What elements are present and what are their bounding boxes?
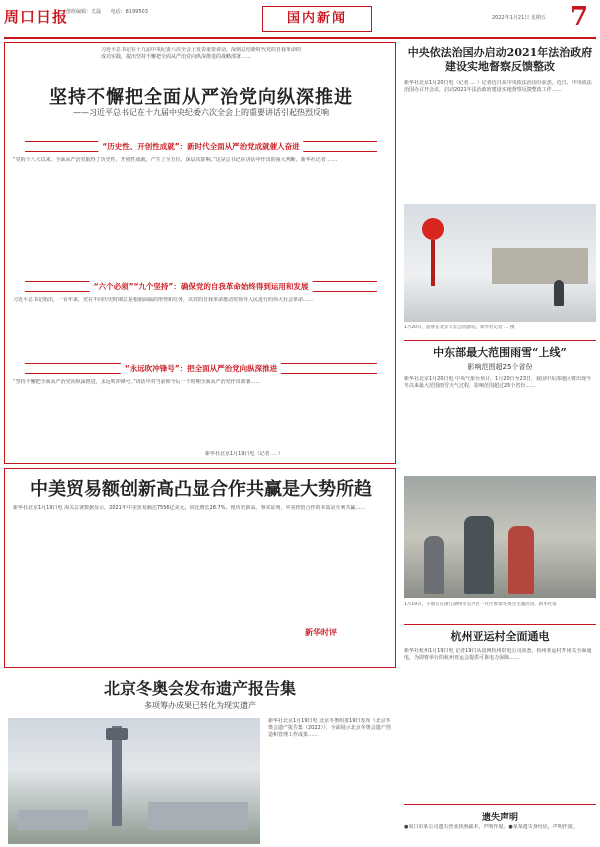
subhead-3: “永远吹冲锋号”：把全面从严治党向纵深推进 (121, 363, 281, 374)
lead-headline[interactable]: 坚持不懈把全面从严治党向纵深推进 (49, 87, 353, 108)
divider (404, 624, 596, 625)
olympics-body: 新华社北京1月19日电 北京冬奥组委19日发布《北京冬奥会遗产报告集（2022）》，全面展示北京冬奥会遗产创造和管理工作成果…… (268, 718, 391, 738)
children-photo (404, 476, 596, 598)
subhead-bar-1 (25, 141, 377, 152)
temple-photo (404, 204, 596, 322)
lost-notice-title: 遗失声明 (481, 813, 518, 823)
lead-body-a: “党的十八大以来，全面从严治党取得了历史性、开创性成就，产生了全方位、深层次影响。”这是总书记在讲话中作出的重大判断。新华社记者 …… (13, 157, 338, 163)
law-headline[interactable]: 中央依法治国办启动2021年法治政府建设实地督察反馈整改 (407, 46, 593, 73)
law-body: 新华社北京1月20日电（记者 … ）记者近日从中央依法治国办获悉，近日，中央依法治国办召开会议，启动2021年法治政府建设实地督察反馈整改工作…… (404, 80, 592, 93)
tower-top-shape (106, 728, 128, 740)
lead-deck: 习近平总书记在十九届中央纪委六次全会上发表重要讲话，深刻总结新时代党的自我革命的成功实践，提出坚持不懈把全面从严治党向纵深推进的战略部署…… (101, 47, 301, 60)
weather-headline[interactable]: 中东部最大范围雨雪“上线” (433, 346, 567, 359)
lead-body-b: 习近平总书记指出，一百年来，党在不同历史时期总是根据面临的形势和任务，以党的自我革命推动党领导人民进行的伟大社会革命…… (13, 297, 314, 303)
lead-article (4, 42, 396, 464)
issue-date: 2022年1月21日 星期五 (492, 15, 546, 21)
lantern-shape (422, 218, 444, 240)
trade-headline[interactable]: 中美贸易额创新高凸显合作共赢是大势所趋 (30, 479, 372, 500)
temple-caption: 1月20日，游客在北京天坛公园游玩。新华社记者 … 摄 (404, 325, 515, 330)
masthead-meta (66, 8, 156, 15)
right-column (404, 42, 596, 847)
lantern-post-shape (431, 240, 435, 286)
page-number: 7 (570, 2, 589, 32)
tower-shape (112, 726, 122, 826)
masthead (0, 0, 600, 40)
asian-games-body: 新华社杭州1月19日电 记者19日从国网杭州供电公司获悉，杭州亚运村开闭关全面通电，为即将举行的杭州亚运会提供可靠电力保障…… (404, 648, 592, 661)
building-shape (148, 802, 248, 830)
left-column (4, 42, 396, 847)
phone-label: 电话：8199503 (110, 9, 148, 15)
visitor-figure (554, 280, 564, 306)
child-figure (508, 526, 534, 594)
subhead-bar-3 (25, 363, 377, 374)
trade-article (4, 468, 396, 668)
subhead-bar-2 (25, 281, 377, 292)
weather-body: 新华社北京1月20日电 中央气象台预计，1月20日至23日，我国中东部地区将出现今冬以来最大范围雨雪天气过程，影响范围超过25个省份…… (404, 376, 592, 389)
adult-figure (424, 536, 444, 594)
section-title: 国内新闻 (262, 6, 372, 32)
divider (404, 804, 596, 805)
olympics-headline[interactable]: 北京冬奥会发布遗产报告集 (103, 679, 296, 698)
newspaper-logo: 周口日报 (4, 8, 69, 26)
building-shape (18, 810, 88, 830)
subhead-2: “六个必须”“九个坚持”：确保党的自我革命始终得到运用和发展 (90, 281, 313, 292)
subhead-1: “历史性、开创性成就”：新时代全面从严治党成就催人奋进 (98, 141, 303, 152)
divider (404, 340, 596, 341)
asian-games-headline[interactable]: 杭州亚运村全面通电 (450, 630, 550, 643)
editor-label: 值班编辑：尤磊 (66, 9, 102, 15)
lead-body-c: “坚持不懈把全面从严治党向纵深推进，永远吹冲锋号。”讲话中对当前和今后一个时期全面从严治党作出部署…… (13, 379, 261, 385)
weather-subheadline: 影响范围超25个省份 (467, 363, 533, 371)
lead-subheadline: ——习近平总书记在十九届中央纪委六次全会上的重要讲话引起热烈反响 (73, 108, 329, 117)
child-figure (464, 516, 494, 594)
children-caption: 1月19日，小朋友在浙江湖州市吴兴区一社区参加冬奥会主题活动。新华社发 (404, 602, 557, 607)
lost-notice-body: ●周口市某公司遗失营业执照副本，声明作废。●某某遗失身份证，声明作废。 (404, 824, 578, 830)
lead-dateline: 新华社北京1月19日电（记者 … ） (205, 451, 283, 457)
trade-body: 新华社北京1月19日电 海关总署数据显示，2021年中美贸易额达7556亿美元，同比增长28.7%，创历史新高。事实证明，中美经贸合作的本质是互利共赢…… (13, 505, 366, 511)
olympics-subheadline: 多项筹办成果已转化为现实遗产 (144, 701, 256, 710)
gate-shape (492, 248, 588, 284)
olympics-article (4, 672, 396, 847)
olympics-photo (8, 718, 260, 844)
trade-byline: 新华时评 (305, 628, 337, 637)
masthead-rule (4, 37, 596, 39)
